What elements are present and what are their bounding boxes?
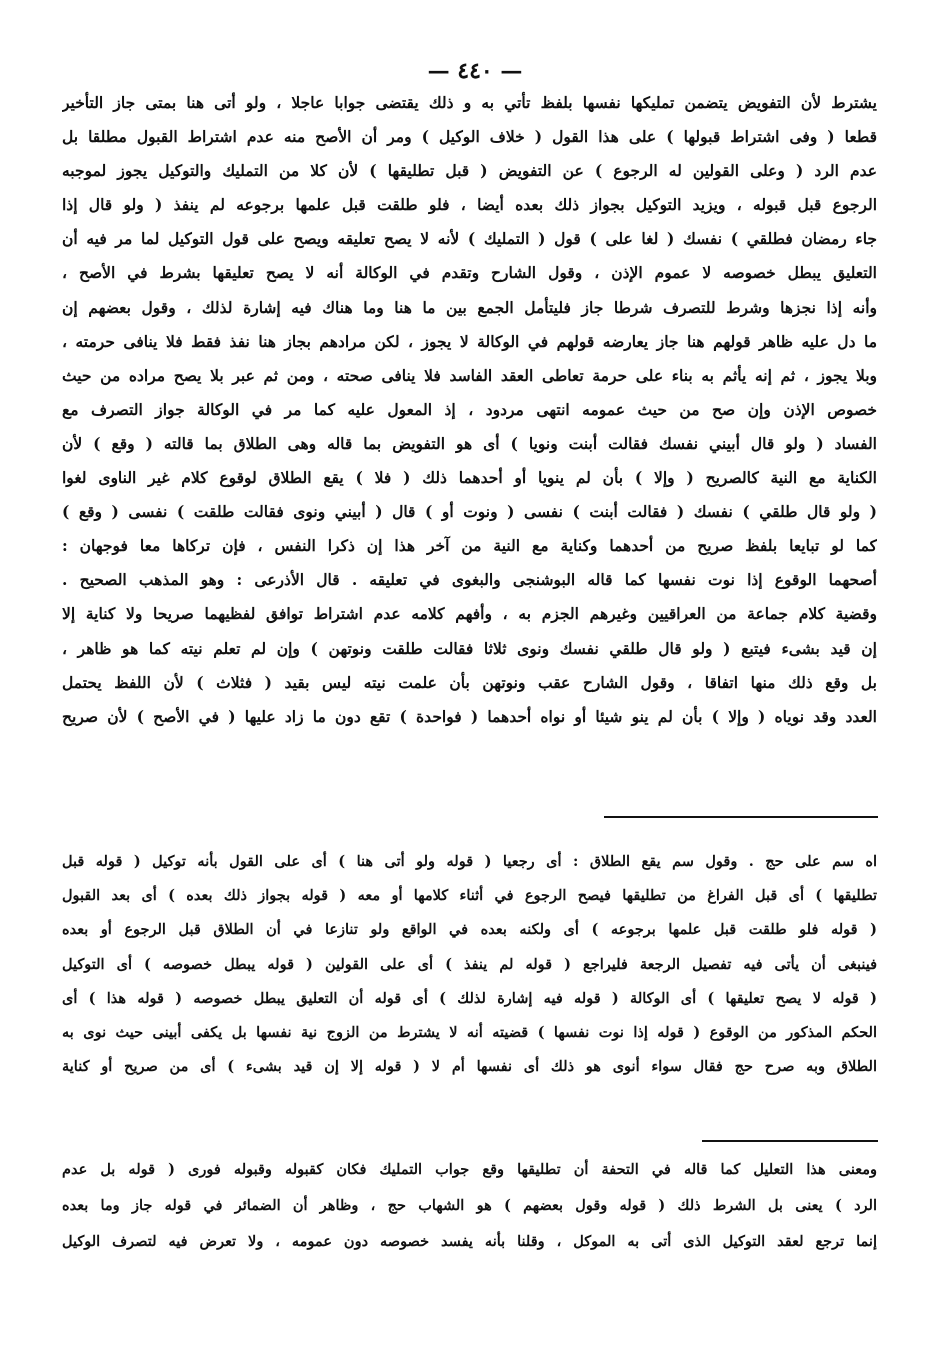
footnote-divider bbox=[702, 1140, 878, 1142]
main-text-line: كما لو تبايعا بلفظ صريح من أحدهما وكناية مع النية من آخر هذا إن ذكرا النفس ، فإن تركاها معا فوجهان : bbox=[62, 536, 877, 556]
commentary-line: اه سم على حج . وقول سم يقع الطلاق : أى رجعيا ( قوله ولو أتى هنا ) أى على القول بأنه توكيل ( قوله قبل bbox=[62, 853, 877, 870]
commentary-line: ومعنى هذا التعليل كما قاله في التحفة أن تطليقها وقع جواب التمليك فكان كقبوله وقبوله فورى ( قوله بل عدم bbox=[62, 1161, 877, 1178]
main-text-line: الفساد ( ولو قال أبيني نفسك فقالت أبنت ونويا ) أى هو التفويض بما قاله وهى الطلاق بما قالته ( وقع ) لأن bbox=[62, 433, 877, 453]
commentary-line: الحكم المذكور من الوقوع ( قوله إذا نوت نفسها ) قضيته أنه لا يشترط من الزوج نية نفسها بل يكفى أبينى حيث نوى به bbox=[62, 1023, 877, 1041]
main-text-line: ( ولو قال طلقي ) نفسك ( فقالت أبنت ) نفسى ( ونوت أو ) قال ( أبيني ونوى فقالت طلقت ) نفسى ( وقع ) bbox=[62, 502, 877, 522]
main-text-line: ما دل عليه ظاهر قولهم هنا جاز يعارضه قولهم في الوكالة لا يجوز ، لكن مرادهم بجاز هنا نفذ فقط فلا ينافى حرمته ، bbox=[62, 331, 877, 351]
main-text-line: بل وقع ذلك منها اتفاقا ، وقول الشارح عقب ونوتهن بأن علمت نيته ليس بقيد ( فثلاث ) لأن اللفظ يحتمل bbox=[62, 672, 877, 692]
commentary-line: إنما ترجع لعقد التوكيل الذى أتى به الموكل ، وقلنا بأنه يفسد خصوصه دون عمومه ، ولا تعرض فيه لتصرف الوكيل bbox=[62, 1233, 877, 1250]
page-number: — ٤٤٠ — bbox=[427, 58, 523, 84]
commentary-block bbox=[62, 845, 877, 1084]
commentary-line: فينبغى أن يأتى فيه تفصيل الرجعة فليراجع ( قوله لم ينفذ ) أى على القولين ( قوله يبطل خصوصه ) أى التوكيل bbox=[62, 955, 877, 973]
main-text-line: وبلا يجوز ، ثم إنه يأثم به بناء على حرمة تعاطى العقد الفاسد فلا ينافى صحته ، ومن ثم عبر بلا يصح مراده من حيث bbox=[62, 365, 877, 385]
main-text-line: وأنه إذا نجزها وشرط للتصرف شرطا جاز فليتأمل الجمع بين ما هنا وما هناك فيه إشارة لذلك ، وقول بعضهم إن bbox=[62, 297, 877, 317]
main-text-line: أصحهما الوقوع إذا نوت نفسها كما قاله البوشنجى والبغوى في تعليقه . قال الأذرعى : وهو المذهب الصحيح . bbox=[62, 570, 877, 590]
footnote-divider bbox=[604, 816, 878, 818]
main-text-line: الكناية مع النية كالصريح ( وإلا ) بأن لم ينويا أو أحدهما ذلك ( فلا ) يقع الطلاق لوقوع كلام غير الناوى لغوا bbox=[62, 468, 877, 488]
commentary-line: ( قوله فلو طلقت قبل علمها برجوعه ) أى ولكنه بعده في الواقع ولو تنازعا في أن الطلاق قبل الرجوع أو بعده bbox=[62, 921, 877, 939]
main-text-line: التعليق يبطل خصوصه لا عموم الإذن ، وقول الشارح وتقدم في الوكالة أنه لا يصح تعليقها بشرط في الأصح ، bbox=[62, 263, 877, 283]
main-text-line: قطعا ( وفى اشتراط قبولها ) على هذا القول ( خلاف الوكيل ) ومر أن الأصح منه عدم اشتراط القبول مطلقا بل bbox=[62, 127, 877, 147]
main-text-line: إن قيد بشىء فيتبع ( ولو قال طلقي نفسك ونوى ثلاثا فقالت طلقت ونوتهن ) وإن لم تعلم نيته كما هو ظاهر ، bbox=[62, 638, 877, 658]
main-text-line: جاء رمضان فطلقي ) نفسك ( لغا على ) قول ( التمليك ) لأنه لا يصح تعليقه ويصح على قول التوكيل لما مر فيه أن bbox=[62, 229, 877, 249]
second-commentary-block bbox=[62, 1152, 877, 1260]
main-text-line: عدم الرد ( وعلى القولين له الرجوع ) عن التفويض ( قبل تطليقها ) لأن كلا من التمليك والتوكيل يجوز لموجبه bbox=[62, 161, 877, 181]
main-text-line: يشترط لأن التفويض يتضمن تمليكها نفسها بلفظ تأتي به و ذلك يقتضى جوابا عاجلا ، ولو أتى هنا بمتى جاز التأخير bbox=[62, 93, 877, 112]
main-text-line: العدد وقد نوياه ( وإلا ) بأن لم ينو شيئا أو نواه أحدهما ( فواحدة ) تقع دون ما زاد عليها ( في الأصح ) لأن صريح bbox=[62, 706, 877, 726]
main-text-line: وقضية كلام جماعة من العراقيين وغيرهم الجزم به ، وأفهم كلامه عدم اشتراط توافق لفظيهما صريحا ولا كناية إلا bbox=[62, 604, 877, 624]
commentary-line: الطلاق وبه صرح حج فقال سواء أنوى هو ذلك أى نفسها أم لا ( قوله إلا إن قيد بشىء ) أى من صريح أو كناية bbox=[62, 1058, 877, 1076]
main-text-line: خصوص الإذن وإن صح من حيث عمومه انتهى مردود ، إذ المعول عليه كما مر في الوكالة جواز التصرف مع bbox=[62, 399, 877, 419]
commentary-line: الرد ) يعنى بل الشرط ذلك ( قوله وقول بعضهم ) هو الشهاب حج ، وظاهر أن الضمائر في قوله جاز وما بعده bbox=[62, 1197, 877, 1214]
commentary-line: ( قوله لا يصح تعليقها ) أى الوكالة ( قوله فيه إشارة لذلك ) أى قوله أن التعليق يبطل خصوصه ( قوله هذا ) أى bbox=[62, 989, 877, 1007]
commentary-line: تطليقها ) أى قبل الفراغ من تطليقها فيصح الرجوع في أثناء كلامها أو معه ( قوله بجواز ذلك بعده ) أى بعد القبول bbox=[62, 887, 877, 905]
main-text-block bbox=[62, 86, 877, 734]
main-text-line: الرجوع قبل قبوله ، ويزيد التوكيل بجواز ذلك بعده أيضا ، فلو طلقت قبل علمها برجوعه لم ينفذ ( ولو قال إذا bbox=[62, 195, 877, 215]
